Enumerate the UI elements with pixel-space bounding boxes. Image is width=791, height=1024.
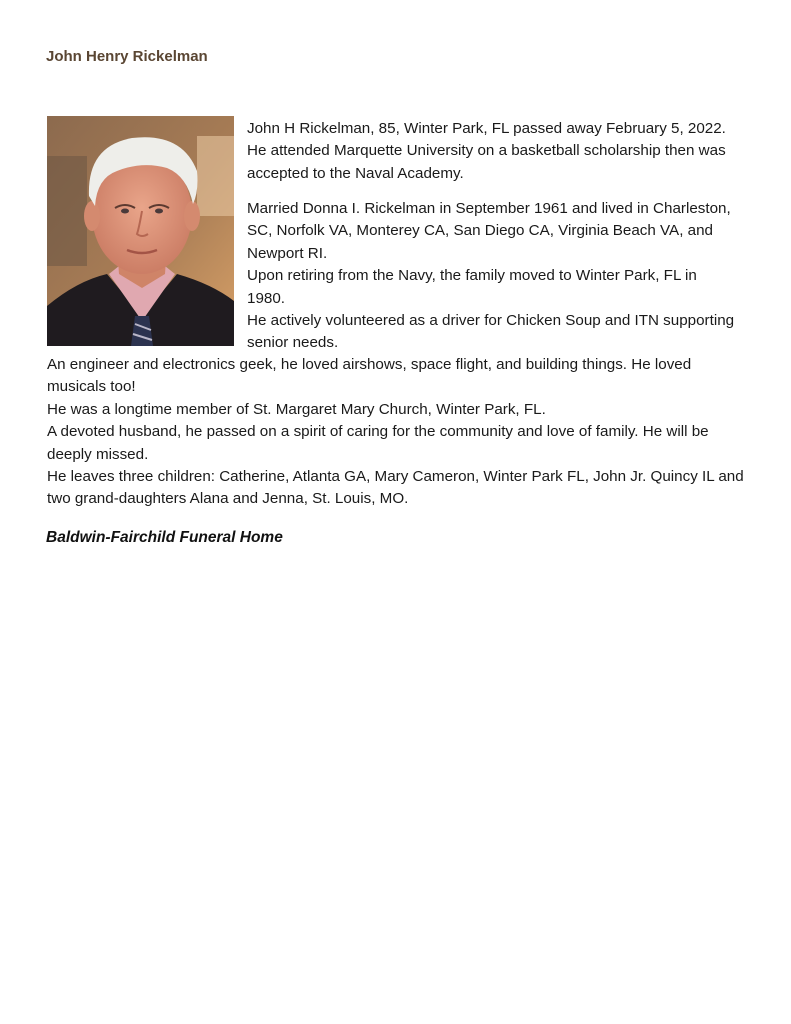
- obituary-body-side: [247, 198, 737, 355]
- obituary-paragraph-volunteer: He actively volunteered as a driver for Chicken Soup and ITN supporting senior needs.: [247, 312, 735, 352]
- obituary-title: John Henry Rickelman: [46, 48, 208, 65]
- portrait-photo: [47, 116, 234, 346]
- funeral-home-signature: Baldwin-Fairchild Funeral Home: [46, 529, 283, 546]
- obituary-paragraph-retirement: Upon retiring from the Navy, the family moved to Winter Park, FL in 1980.: [247, 267, 697, 307]
- obituary-paragraph-interests: An engineer and electronics geek, he loved airshows, space flight, and building things. He loved musicals too!: [47, 356, 692, 396]
- obituary-paragraph-intro: John H Rickelman, 85, Winter Park, FL passed away February 5, 2022. He attended Marquette University on a basketball scholarship then was accepted to the Naval Academy.: [247, 120, 726, 182]
- obituary-paragraph-husband: A devoted husband, he passed on a spirit of caring for the community and love of family. He will be deeply missed.: [47, 423, 709, 463]
- obituary-paragraph-church: He was a longtime member of St. Margaret Mary Church, Winter Park, FL.: [47, 400, 546, 418]
- obituary-paragraph-marriage: Married Donna I. Rickelman in September 1961 and lived in Charleston, SC, Norfolk VA, Monterey CA, San Diego CA, Virginia Beach VA, and Newport RI.: [247, 200, 731, 262]
- obituary-body-wide: [47, 354, 747, 511]
- obituary-paragraph-survivors: He leaves three children: Catherine, Atlanta GA, Mary Cameron, Winter Park FL, John Jr. Quincy IL and two grand-daughters Alana and Jenna, St. Louis, MO.: [47, 468, 744, 508]
